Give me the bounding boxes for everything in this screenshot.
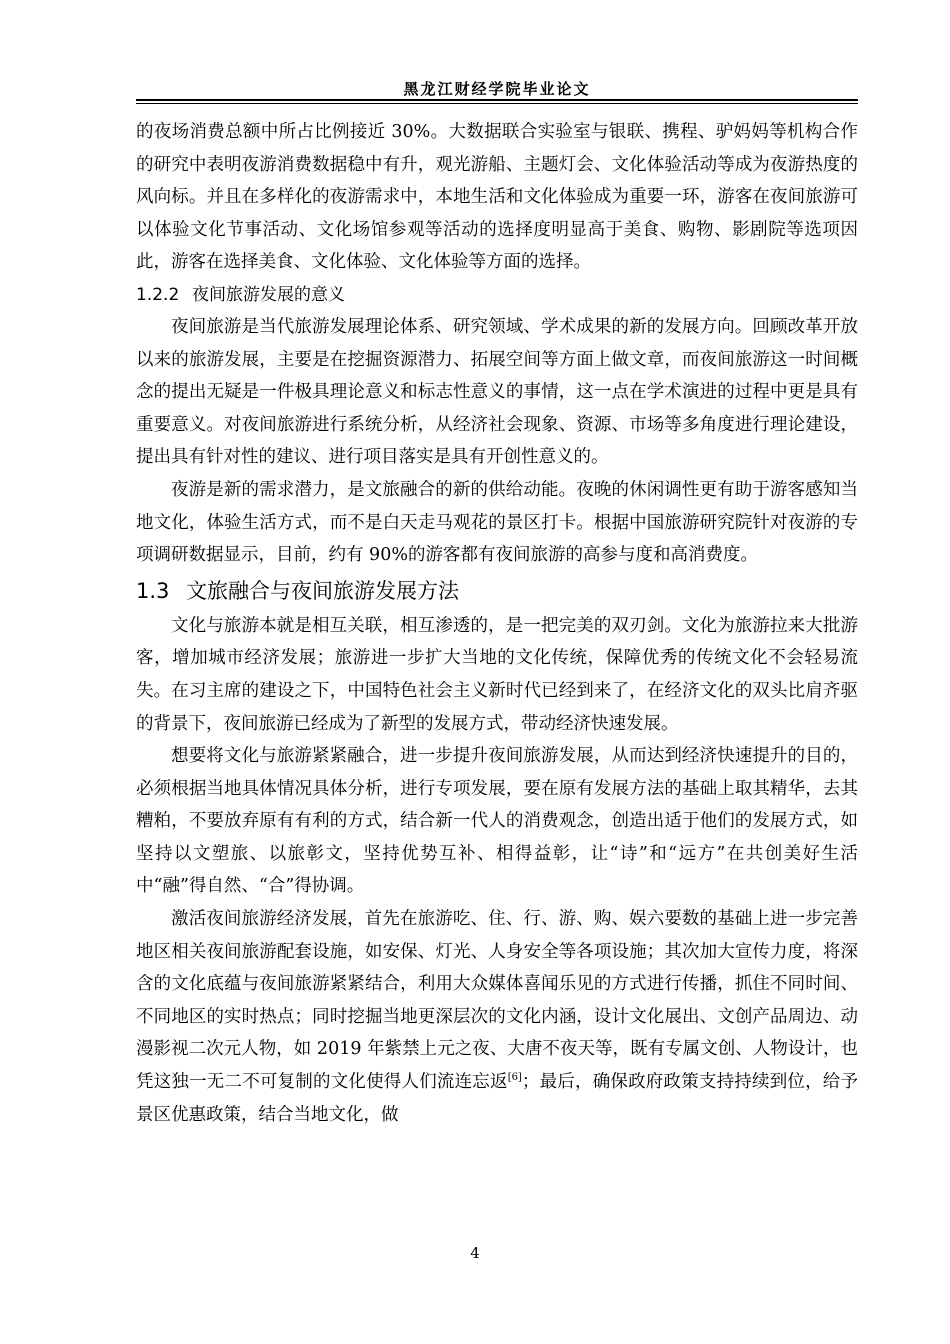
- paragraph: 想要将文化与旅游紧紧融合，进一步提升夜间旅游发展，从而达到经济快速提升的目的，必须根据当地具体情况具体分析，进行专项发展，要在原有发展方法的基础上取其精华，去其糟粕，不要放弃原有有利的方式，结合新一代人的消费观念，创造出适于他们的发展方式，如坚持以文塑旅、以旅彰文，坚持优势互补、相得益彰，让“诗”和“远方”在共创美好生活中“融”得自然、“合”得协调。: [136, 746, 858, 897]
- paragraph-text: 激活夜间旅游经济发展，首先在旅游吃、住、行、游、购、娱六要数的基础上进一步完善地区相关夜间旅游配套设施，如安保、灯光、人身安全等各项设施；其次加大宣传力度，将深含的文化底蕴与夜间旅游紧紧结合，利用大众媒体喜闻乐见的方式进行传播，抓住不同时间、不同地区的实时热点；同时挖掘当地更深层次的文化内涵，设计文化展出、文创产品周边、动漫影视二次元人物，如 2019 年紫禁上元之夜、大唐不夜天等，既有专属文创、人物设计，也凭这独一无二不可复制的文化使得人们流连忘返: [136, 909, 858, 1093]
- paragraph-continued: 的夜场消费总额中所占比例接近 30%。大数据联合实验室与银联、携程、驴妈妈等机构合作的研究中表明夜游消费数据稳中有升，观光游船、主题灯会、文化体验活动等成为夜游热度的风向标。并且在多样化的夜游需求中，本地生活和文化体验成为重要一环，游客在夜间旅游可以体验文化节事活动、文化场馆参观等活动的选择度明显高于美食、购物、影剧院等选项因此，游客在选择美食、文化体验、文化体验等方面的选择。: [136, 122, 858, 273]
- section-number: 1.2.2: [136, 284, 180, 305]
- paragraph: [136, 903, 858, 1131]
- page-number: 4: [470, 1244, 480, 1262]
- body-content: [136, 116, 858, 1131]
- section-heading-1-2-2: [136, 279, 858, 311]
- paragraph-text: ；最后，确保政府政策支持持续到位，给予景区优惠政策，结合当地文化，做: [136, 1072, 859, 1125]
- paragraph: 夜游是新的需求潜力，是文旅融合的新的供给动能。夜晚的休闲调性更有助于游客感知当地文化，体验生活方式，而不是白天走马观花的景区打卡。根据中国旅游研究院针对夜游的专项调研数据显示，目前，约有 90%的游客都有夜间旅游的高参与度和高消费度。: [136, 479, 858, 566]
- paragraph: 文化与旅游本就是相互关联，相互渗透的，是一把完美的双刃剑。文化为旅游拉来大批游客，增加城市经济发展；旅游进一步扩大当地的文化传统，保障优秀的传统文化不会轻易流失。在习主席的建设之下，中国特色社会主义新时代已经到来了，在经济文化的双头比肩齐驱的背景下，夜间旅游已经成为了新型的发展方式，带动经济快速发展。: [136, 615, 858, 734]
- header-rule-thick: [136, 99, 858, 101]
- header-rule-thin: [136, 103, 858, 104]
- paragraph: 夜间旅游是当代旅游发展理论体系、研究领域、学术成果的新的发展方向。回顾改革开放以来的旅游发展，主要是在挖掘资源潜力、拓展空间等方面上做文章，而夜间旅游这一时间概念的提出无疑是一件极具理论意义和标志性意义的事情，这一点在学术演进的过程中更是具有重要意义。对夜间旅游进行系统分析，从经济社会现象、资源、市场等多角度进行理论建设，提出具有针对性的建议、进行项目落实是具有开创性意义的。: [136, 316, 858, 468]
- section-title: 夜间旅游发展的意义: [192, 284, 345, 305]
- running-header: 黑龙江财经学院毕业论文: [403, 80, 591, 98]
- citation-ref[interactable]: [6]: [507, 1072, 522, 1084]
- section-title: 文旅融合与夜间旅游发展方法: [186, 578, 459, 603]
- section-heading-1-3: [136, 572, 858, 610]
- section-number: 1.3: [136, 578, 170, 603]
